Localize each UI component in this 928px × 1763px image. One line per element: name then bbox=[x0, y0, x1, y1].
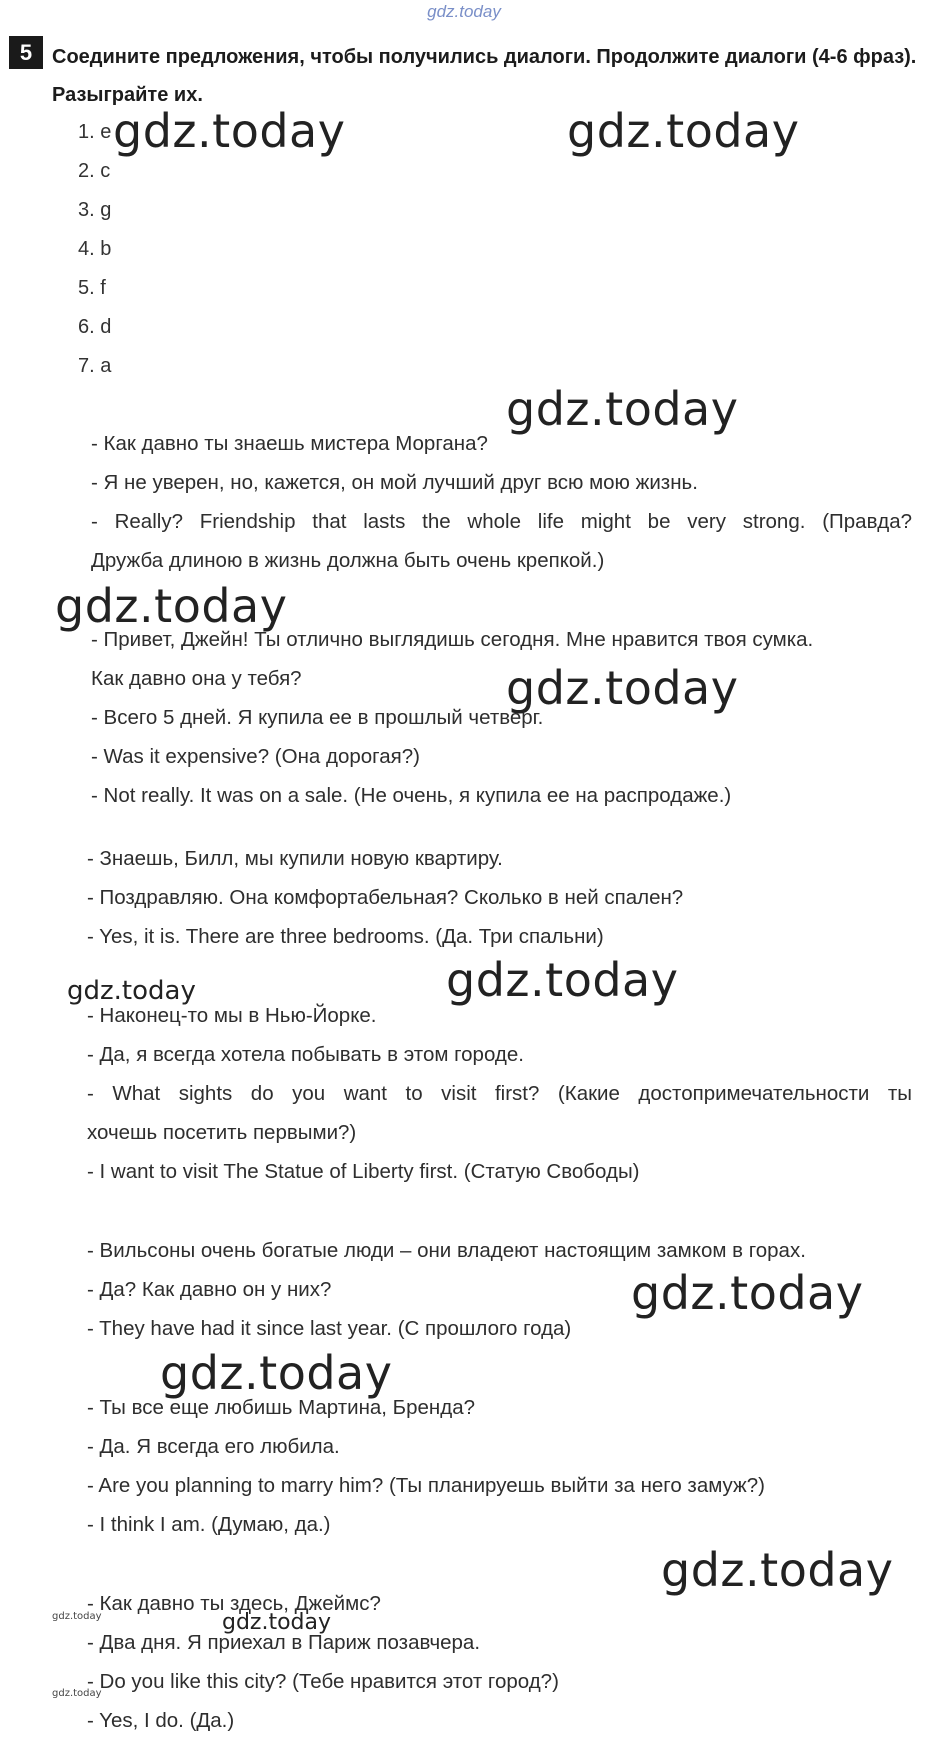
dialogue-line: - Знаешь, Билл, мы купили новую квартиру. bbox=[87, 847, 503, 870]
dialogue-line: - I think I am. (Думаю, да.) bbox=[87, 1513, 331, 1536]
dialogue-line: - Наконец-то мы в Нью-Йорке. bbox=[87, 1004, 377, 1027]
answer-item: 2. c bbox=[78, 160, 111, 182]
dialogue-line: - Я не уверен, но, кажется, он мой лучший друг всю мою жизнь. bbox=[91, 471, 698, 494]
dialogue-line: хочешь посетить первыми?) bbox=[87, 1121, 357, 1144]
answer-item: 3. g bbox=[78, 199, 112, 221]
dialogue-line: - Was it expensive? (Она дорогая?) bbox=[91, 745, 420, 768]
dialogue-line: - Yes, it is. There are three bedrooms. (Да. Три спальни) bbox=[87, 925, 604, 948]
watermark: gdz.today bbox=[567, 104, 800, 158]
watermark: gdz.today bbox=[222, 1610, 332, 1635]
watermark: gdz.today bbox=[52, 1611, 102, 1622]
dialogue-line: - Yes, I do. (Да.) bbox=[87, 1709, 235, 1732]
top-watermark: gdz.today bbox=[427, 2, 501, 21]
task-instruction: Соедините предложения, чтобы получились диалоги. Продолжите диалоги (4-6 фраз). Разыграйте их. bbox=[52, 46, 917, 106]
dialogue-line: - Ты все еще любишь Мартина, Бренда? bbox=[87, 1396, 476, 1419]
watermark: gdz.today bbox=[506, 661, 739, 715]
dialogue-line: - Not really. It was on a sale. (Не очень, я купила ее на распродаже.) bbox=[91, 784, 732, 807]
watermark: gdz.today bbox=[661, 1543, 894, 1597]
dialogue-line: Как давно она у тебя? bbox=[91, 667, 302, 690]
watermark: gdz.today bbox=[113, 104, 346, 158]
exercise-number-badge: 5 bbox=[9, 36, 43, 69]
dialogue-line: - What sights do you want to visit first? (Какие достопримечательности ты bbox=[87, 1082, 912, 1105]
dialogue-line: - Do you like this city? (Тебе нравится этот город?) bbox=[87, 1670, 559, 1693]
watermark: gdz.today bbox=[631, 1266, 864, 1320]
answer-item: 1. e bbox=[78, 121, 112, 143]
dialogue-line: - Всего 5 дней. Я купила ее в прошлый четверг. bbox=[91, 706, 544, 729]
dialogue-line: - Are you planning to marry him? (Ты планируешь выйти за него замуж?) bbox=[87, 1474, 765, 1497]
watermark: gdz.today bbox=[55, 579, 288, 633]
watermark: gdz.today bbox=[506, 382, 739, 436]
answer-item: 6. d bbox=[78, 316, 112, 338]
dialogue-line: - Как давно ты здесь, Джеймс? bbox=[87, 1592, 381, 1615]
dialogue-line: - Да. Я всегда его любила. bbox=[87, 1435, 340, 1458]
dialogue-line: - Да? Как давно он у них? bbox=[87, 1278, 332, 1301]
watermark: gdz.today bbox=[52, 1688, 102, 1699]
answer-item: 5. f bbox=[78, 277, 106, 299]
dialogue-line: - Как давно ты знаешь мистера Моргана? bbox=[91, 432, 488, 455]
answer-item: 4. b bbox=[78, 238, 112, 260]
dialogue-line: - Really? Friendship that lasts the whole life might be very strong. (Правда? bbox=[91, 510, 912, 533]
watermark: gdz.today bbox=[67, 976, 196, 1006]
dialogue-line: - They have had it since last year. (С прошлого года) bbox=[87, 1317, 572, 1340]
dialogue-line: - Вильсоны очень богатые люди – они владеют настоящим замком в горах. bbox=[87, 1239, 806, 1262]
dialogue-line: - Привет, Джейн! Ты отлично выглядишь сегодня. Мне нравится твоя сумка. bbox=[91, 628, 814, 651]
answer-item: 7. a bbox=[78, 355, 112, 377]
watermark: gdz.today bbox=[160, 1346, 393, 1400]
dialogue-line: Дружба длиною в жизнь должна быть очень крепкой.) bbox=[91, 549, 605, 572]
dialogue-line: - Поздравляю. Она комфортабельная? Сколько в ней спален? bbox=[87, 886, 684, 909]
dialogue-line: - I want to visit The Statue of Liberty first. (Статую Свободы) bbox=[87, 1160, 640, 1183]
dialogue-line: - Два дня. Я приехал в Париж позавчера. bbox=[87, 1631, 481, 1654]
dialogue-line: - Да, я всегда хотела побывать в этом городе. bbox=[87, 1043, 524, 1066]
watermark: gdz.today bbox=[446, 953, 679, 1007]
